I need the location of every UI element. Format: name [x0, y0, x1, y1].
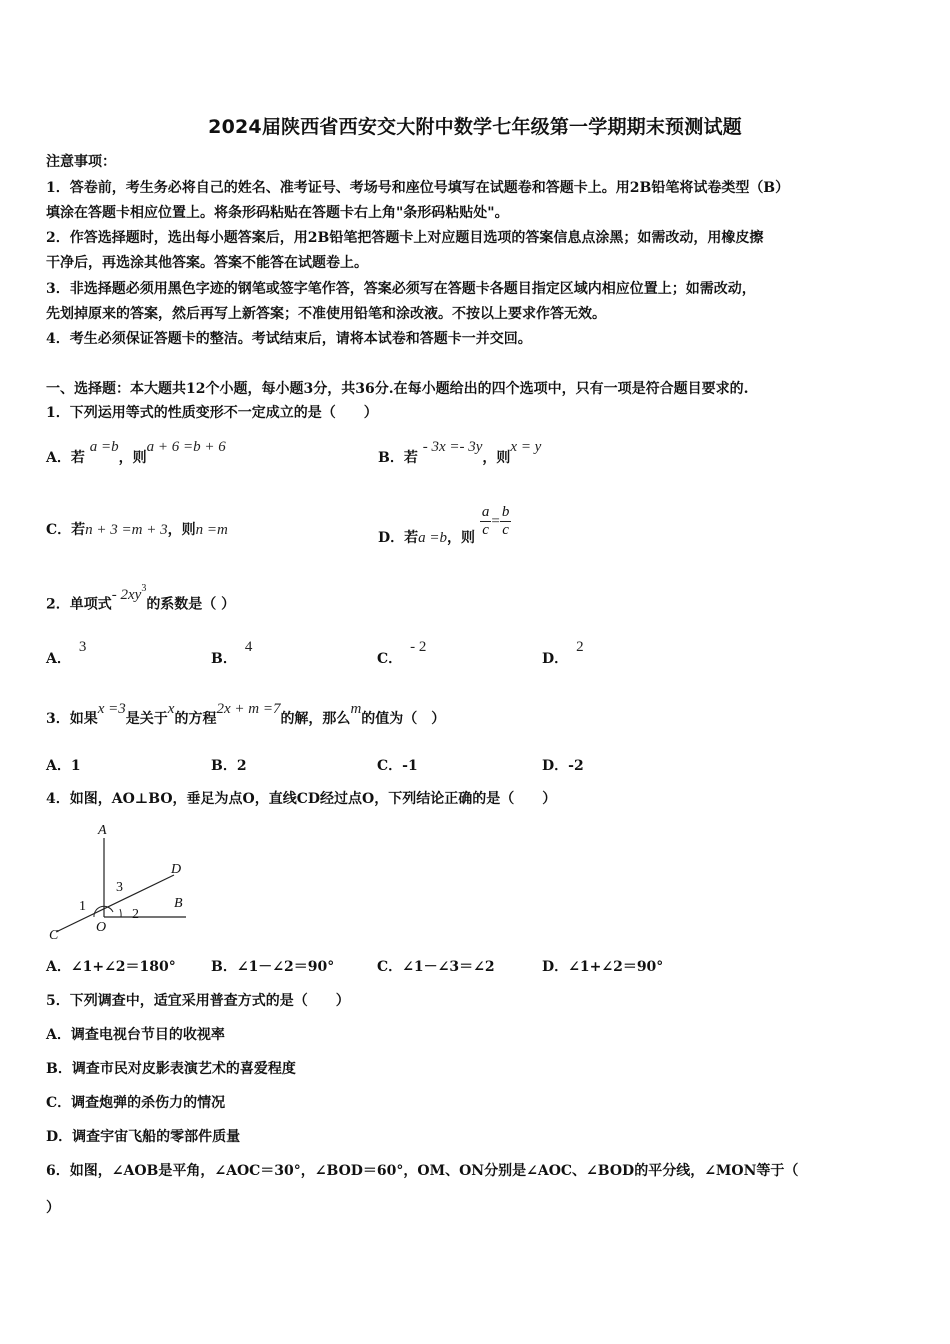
- label-angle-2: 2: [132, 907, 139, 922]
- q4-option-d: D．∠1+∠2＝90°: [542, 959, 664, 975]
- question-4-stem: 4．如图，AO⊥BO，垂足为点O，直线CD经过点O，下列结论正确的是（ ）: [46, 791, 557, 807]
- q2-option-c: C．- 2: [377, 639, 427, 667]
- notice-line: 填涂在答题卡相应位置上。将条形码粘贴在答题卡右上角"条形码粘贴处"。: [46, 205, 509, 221]
- question-6-stem: 6．如图，∠AOB是平角，∠AOC＝30°，∠BOD＝60°，OM、ON分别是∠AOC、∠BOD的平分线，∠MON等于（: [46, 1163, 799, 1179]
- label-angle-1: 1: [79, 899, 86, 914]
- label-b: B: [174, 896, 183, 911]
- q4-figure: [46, 820, 206, 945]
- question-1-stem: 1．下列运用等式的性质变形不一定成立的是（ ）: [46, 405, 378, 421]
- q4-option-a: A．∠1+∠2＝180°: [46, 959, 176, 975]
- fraction-b-over-c: $\frac{b}{c}$: [501, 504, 510, 538]
- q2-option-b: B．4: [211, 639, 253, 667]
- label-c: C: [49, 928, 59, 943]
- q1-option-c: C．若n + 3 =m + 3，则n =m: [46, 522, 228, 538]
- q2-option-d: D．2: [542, 639, 584, 667]
- q1-option-b: B．若 - 3x =- 3y，则x = y: [378, 439, 542, 466]
- notice-line: 3．非选择题必须用黑色字迹的钢笔或签字笔作答，答案必须写在答题卡各题目指定区域内相应位置上；如需改动，: [46, 281, 756, 297]
- fraction-a-over-c: $\frac{a}{c}$: [481, 504, 490, 538]
- exam-title: 2024届陕西省西安交大附中数学七年级第一学期期末预测试题: [208, 116, 742, 138]
- q5-option-b: B．调查市民对皮影表演艺术的喜爱程度: [46, 1061, 296, 1077]
- notice-line: 2．作答选择题时，选出每小题答案后，用2B铅笔把答题卡上对应题目选项的答案信息点涂黑；如需改动，用橡皮擦: [46, 230, 764, 246]
- label-angle-3: 3: [116, 880, 123, 895]
- q1-option-d: D．若a =b，则 $\frac{a}{c}$ = $\frac{b}{c}$: [378, 504, 510, 546]
- notice-line: 4．考生必须保证答题卡的整洁。考试结束后，请将本试卷和答题卡一并交回。: [46, 331, 532, 347]
- notice-line: 1．答卷前，考生务必将自己的姓名、准考证号、考场号和座位号填写在试题卷和答题卡上。用2B铅笔将试卷类型（B）: [46, 180, 790, 196]
- q5-option-c: C．调查炮弹的杀伤力的情况: [46, 1095, 226, 1111]
- label-d: D: [171, 862, 182, 877]
- notice-heading: 注意事项：: [46, 154, 116, 170]
- question-3-stem: 3．如果x =3是关于x的方程2x + m =7的解，那么m的值为（ ）: [46, 701, 446, 727]
- question-5-stem: 5．下列调查中，适宜采用普查方式的是（ ）: [46, 993, 350, 1009]
- q2-option-a: A．3: [46, 639, 87, 667]
- question-2-stem: 2．单项式- $2xy^3$的系数是（ ）: [46, 583, 236, 613]
- q3-option-a: A．1: [46, 758, 81, 774]
- q1-option-a: A．若 a =b，则a + 6 =b + 6: [46, 439, 226, 466]
- q3-option-c: C．-1: [377, 758, 418, 774]
- notice-line: 干净后，再选涂其他答案。答案不能答在试题卷上。: [46, 255, 368, 271]
- q4-option-b: B．∠1－∠2＝90°: [211, 959, 335, 975]
- notice-line: 先划掉原来的答案，然后再写上新答案；不准使用铅笔和涂改液。不按以上要求作答无效。: [46, 306, 606, 322]
- label-o: O: [96, 920, 107, 935]
- line-cd: [56, 875, 174, 932]
- q3-option-d: D．-2: [542, 758, 584, 774]
- q5-option-d: D．调查宇宙飞船的零部件质量: [46, 1129, 241, 1145]
- section-heading: 一、选择题：本大题共12个小题，每小题3分，共36分.在每小题给出的四个选项中，只有一项是符合题目要求的.: [46, 381, 749, 397]
- label-a: A: [98, 823, 107, 838]
- question-6-stem-cont: ）: [46, 1200, 60, 1216]
- angle-2-arc: [120, 909, 121, 917]
- q4-option-c: C．∠1－∠3＝∠2: [377, 959, 495, 975]
- q3-option-b: B．2: [211, 758, 247, 774]
- q5-option-a: A．调查电视台节目的收视率: [46, 1027, 225, 1043]
